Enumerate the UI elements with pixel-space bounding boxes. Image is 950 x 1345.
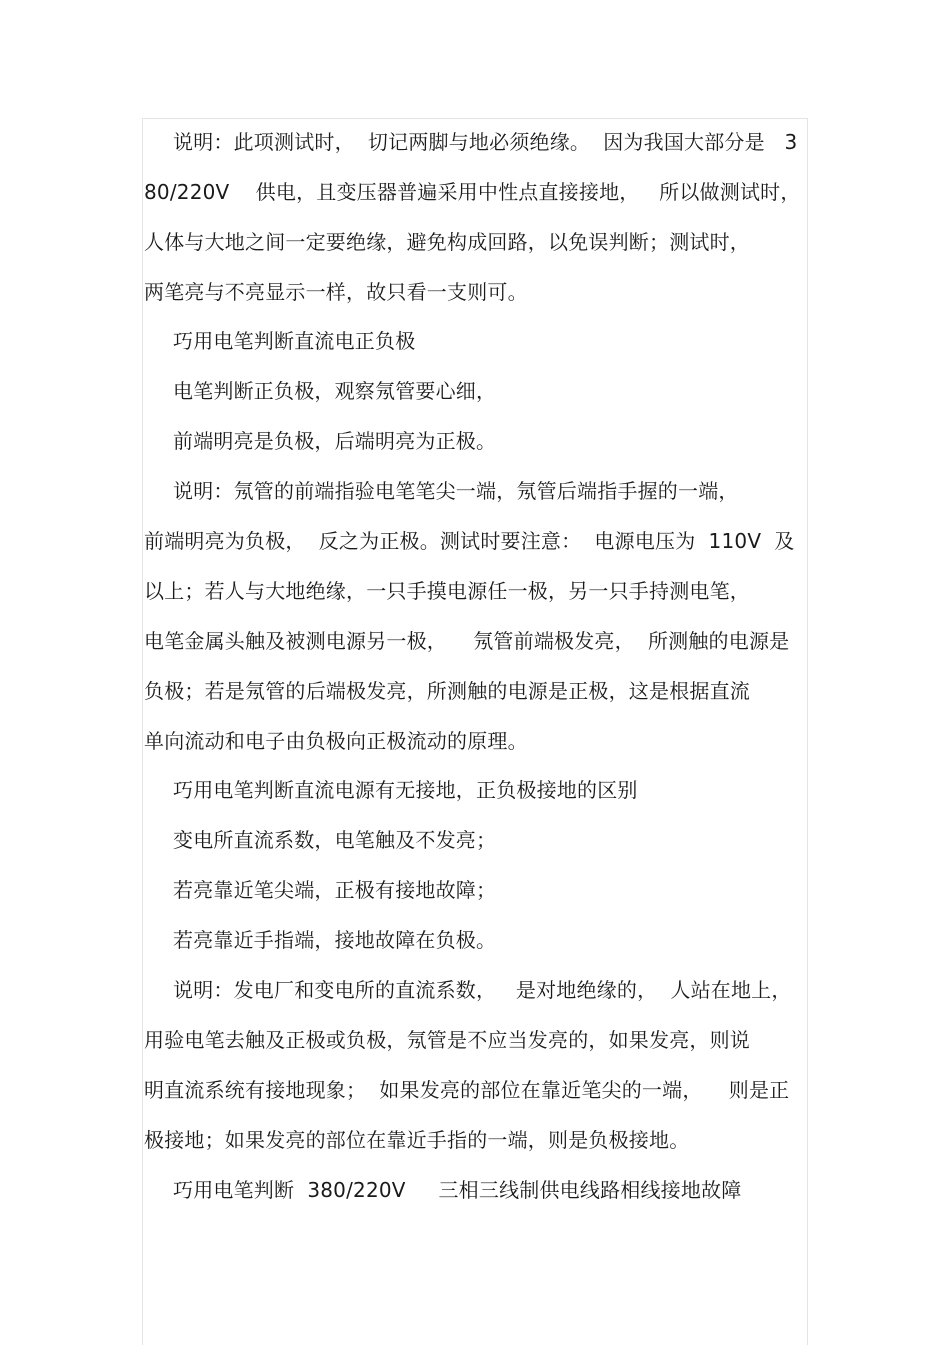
paragraph-line: 电笔金属头触及被测电源另一极， 氖管前端极发亮， 所测触的电源是 [144, 629, 790, 653]
paragraph-line: 说明：氖管的前端指验电笔笔尖一端，氖管后端指手握的一端， [173, 479, 739, 503]
paragraph-line: 明直流系统有接地现象； 如果发亮的部位在靠近笔尖的一端， 则是正 [144, 1078, 790, 1102]
paragraph-line: 电笔判断正负极，观察氖管要心细， [173, 379, 497, 403]
paragraph-line: 人体与大地之间一定要绝缘，避免构成回路，以免误判断；测试时， [144, 230, 750, 254]
section-heading: 巧用电笔判断直流电正负极 [173, 329, 416, 353]
paragraph-line: 负极；若是氖管的后端极发亮，所测触的电源是正极，这是根据直流 [144, 679, 750, 703]
paragraph-line: 极接地；如果发亮的部位在靠近手指的一端，则是负极接地。 [144, 1128, 690, 1152]
paragraph-line: 80/220V 供电，且变压器普遍采用中性点直接接地， 所以做测试时， [144, 180, 801, 204]
section-heading: 巧用电笔判断 380/220V 三相三线制供电线路相线接地故障 [173, 1178, 742, 1202]
paragraph-line: 说明：发电厂和变电所的直流系数， 是对地绝缘的， 人站在地上， [173, 978, 792, 1002]
paragraph-line: 若亮靠近手指端，接地故障在负极。 [173, 928, 497, 952]
paragraph-line: 单向流动和电子由负极向正极流动的原理。 [144, 729, 528, 753]
paragraph-line: 变电所直流系数，电笔触及不发亮； [173, 828, 497, 852]
paragraph-line: 前端明亮是负极，后端明亮为正极。 [173, 429, 497, 453]
paragraph-line: 以上；若人与大地绝缘，一只手摸电源任一极，另一只手持测电笔， [144, 579, 750, 603]
paragraph-line: 说明：此项测试时， 切记两脚与地必须绝缘。 因为我国大部分是 3 [173, 130, 798, 154]
section-heading: 巧用电笔判断直流电源有无接地，正负极接地的区别 [173, 778, 638, 802]
paragraph-line: 若亮靠近笔尖端，正极有接地故障； [173, 878, 497, 902]
paragraph-line: 前端明亮为负极， 反之为正极。测试时要注意： 电源电压为 110V 及 [144, 529, 795, 553]
paragraph-line: 两笔亮与不亮显示一样，故只看一支则可。 [144, 280, 528, 304]
paragraph-line: 用验电笔去触及正极或负极，氖管是不应当发亮的，如果发亮，则说 [144, 1028, 750, 1052]
